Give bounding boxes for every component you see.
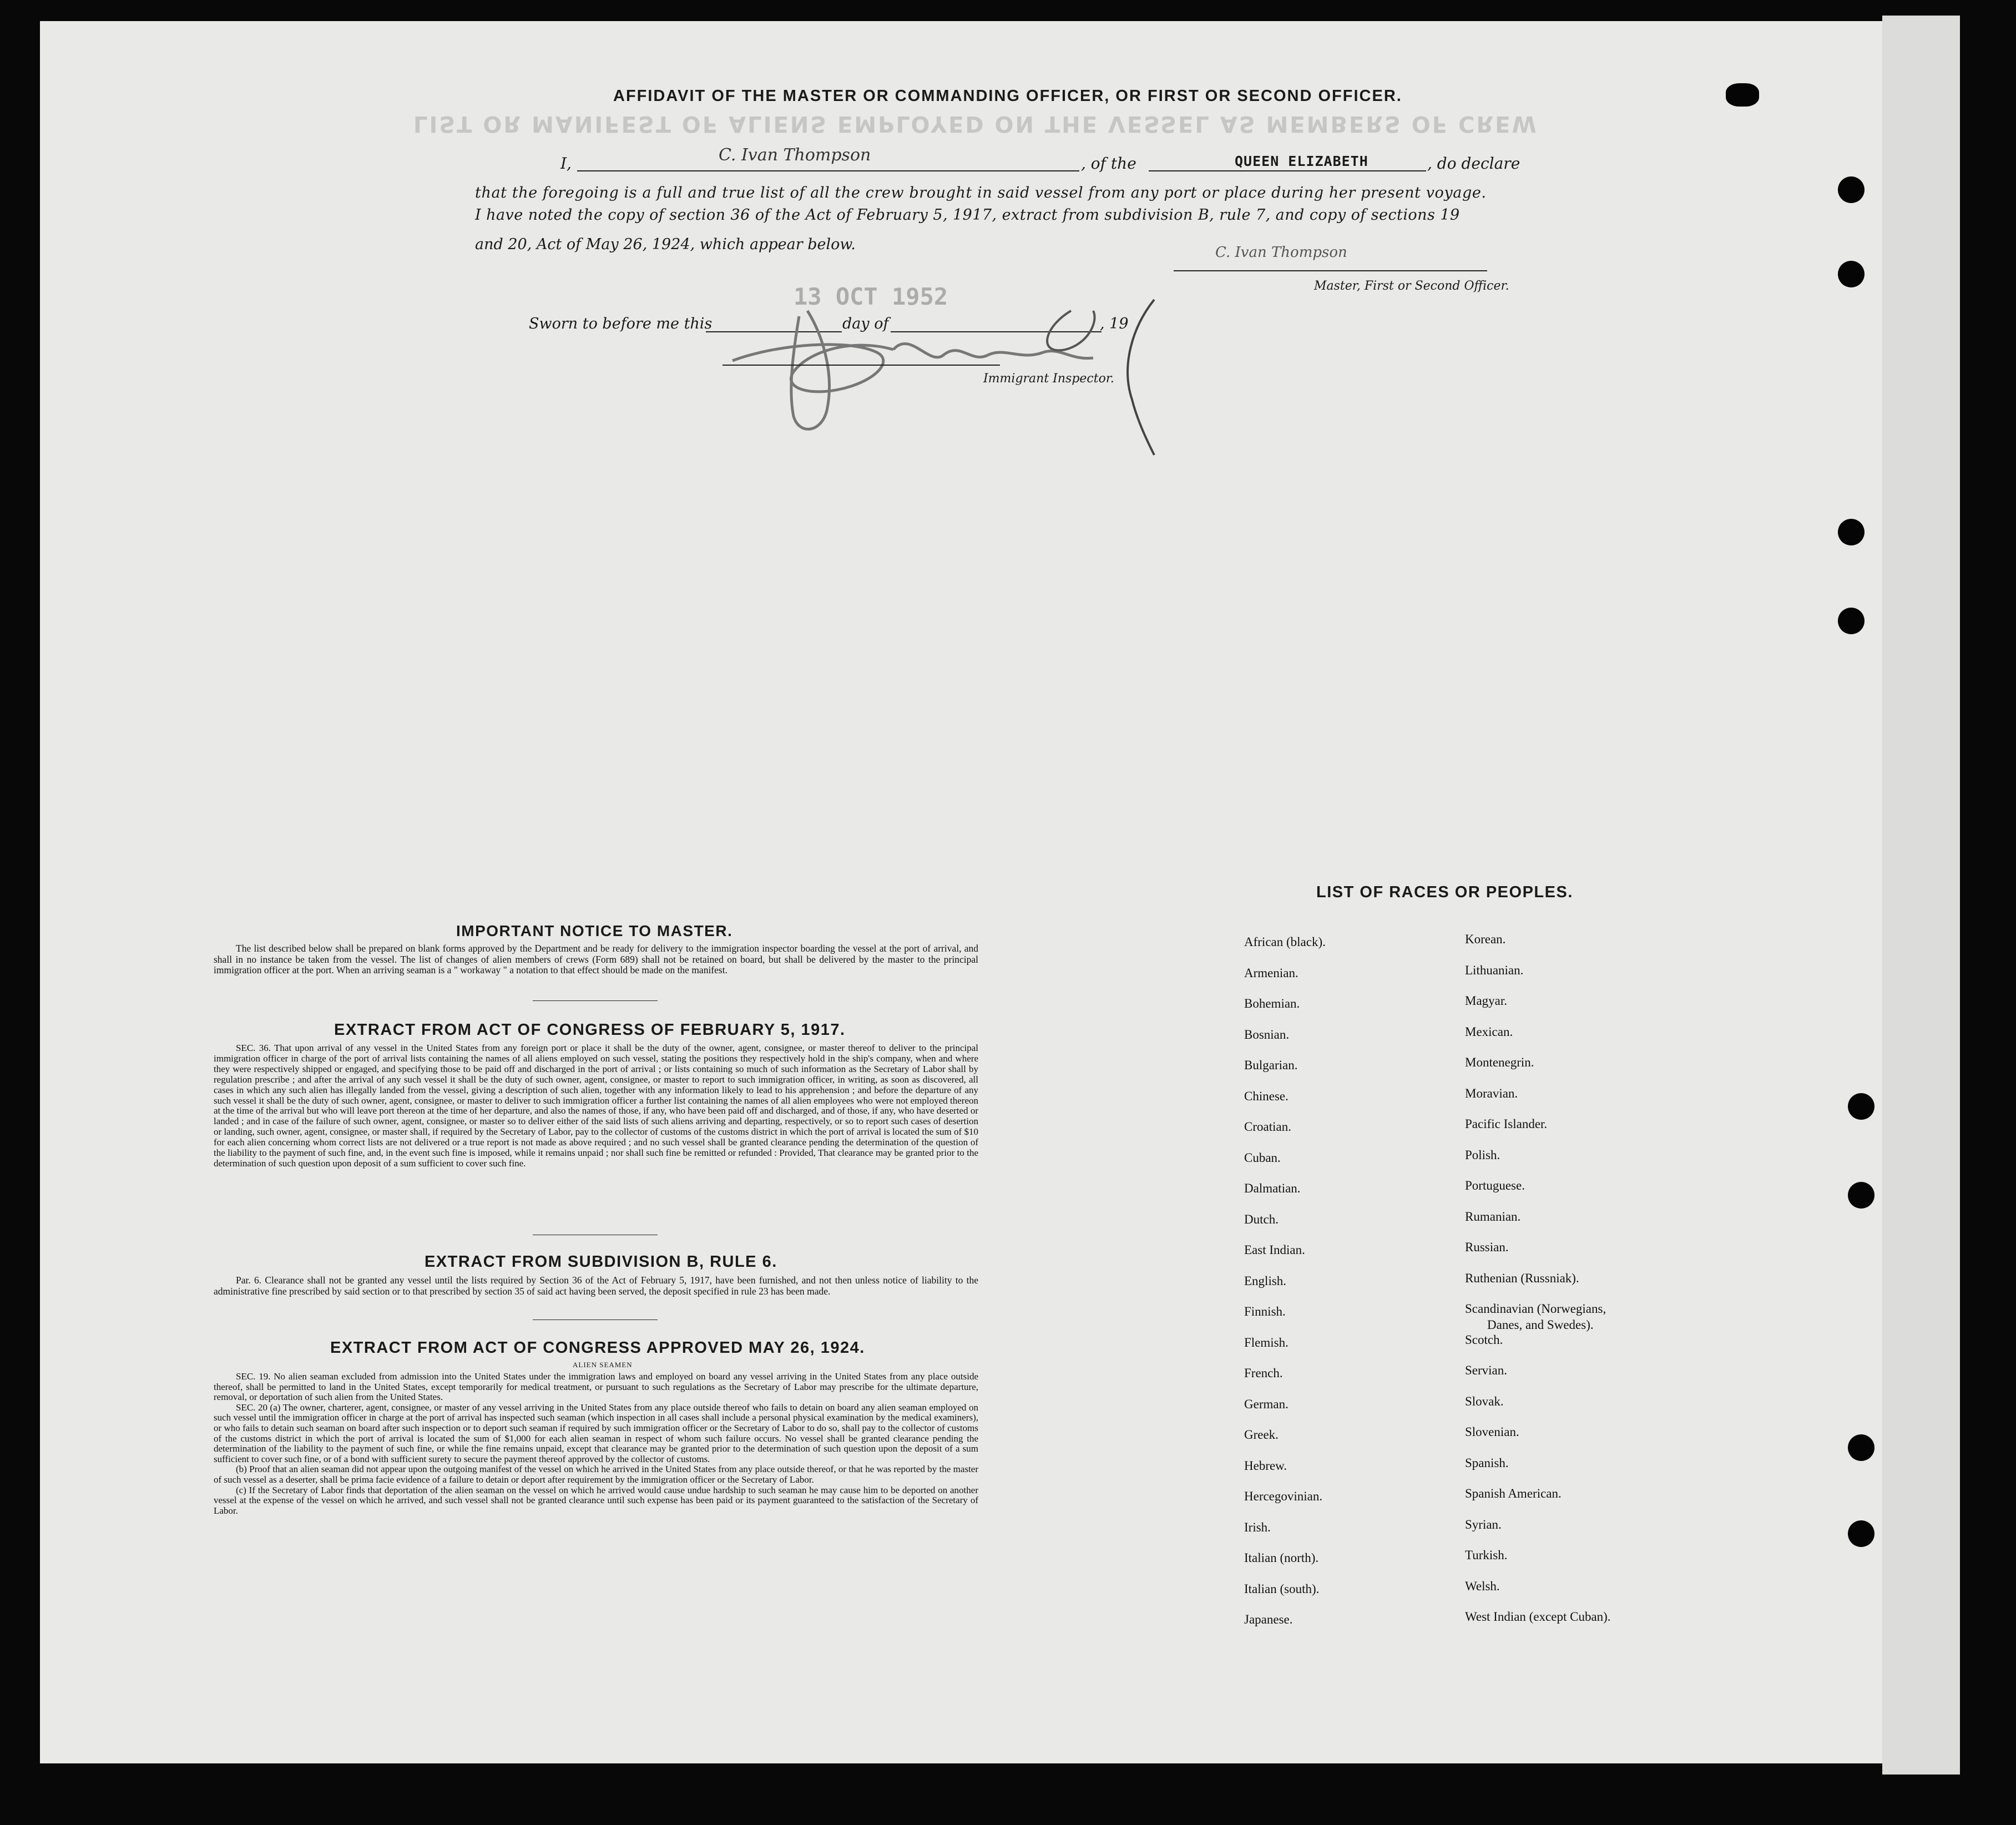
races-title: LIST OF RACES OR PEOPLES. [1316,883,1573,901]
divider [533,1000,658,1001]
race-item: Scandinavian (Norwegians, [1465,1302,1606,1316]
date-stamp: 13 OCT 1952 [794,283,948,310]
year-prefix-label: , 19 [1100,315,1129,332]
race-item: Chinese. [1244,1089,1289,1103]
notice-text [214,943,978,976]
race-item: Montenegrin. [1465,1055,1534,1069]
race-item: Scotch. [1465,1332,1503,1347]
extract-1924-text [214,1372,978,1516]
signer-signature: C. Ivan Thompson [719,145,871,165]
vessel-line [1149,170,1426,171]
race-item: Turkish. [1465,1548,1508,1562]
race-item: Korean. [1465,932,1506,946]
do-declare-label: , do declare [1427,154,1520,173]
race-item: Syrian. [1465,1517,1502,1531]
race-item: Mexican. [1465,1024,1513,1039]
affidavit-line-2: I have noted the copy of section 36 of the Act of February 5, 1917, extract from subdivision B, rule 7, and copy of sections 19 [475,206,1460,224]
race-item: Flemish. [1244,1335,1289,1349]
notice-title: IMPORTANT NOTICE TO MASTER. [456,922,733,939]
master-signature: C. Ivan Thompson [1215,244,1347,261]
race-item: Hercegovinian. [1244,1489,1323,1503]
race-item: Rumanian. [1465,1209,1521,1224]
race-item: Spanish American. [1465,1487,1562,1500]
race-item: Welsh. [1465,1579,1500,1593]
affidavit-heading: AFFIDAVIT OF THE MASTER OR COMMANDING OFFICER, OR FIRST OR SECOND OFFICER. [613,87,1402,105]
punch-hole-icon [1838,261,1865,287]
master-signature-line [1174,270,1487,271]
race-item: Slovak. [1465,1394,1504,1408]
race-item: Spanish. [1465,1455,1509,1470]
race-item: Magyar. [1465,994,1508,1008]
race-item: Bulgarian. [1244,1058,1298,1072]
punch-hole-icon [1838,519,1865,545]
race-item: Portuguese. [1465,1179,1525,1192]
race-item: Servian. [1465,1363,1508,1377]
race-item: Dalmatian. [1244,1181,1301,1195]
rule-6-text [214,1275,978,1297]
of-the-label: , of the [1081,154,1136,173]
extract-1924-title: EXTRACT FROM ACT OF CONGRESS APPROVED MAY 26, 1924. [330,1339,865,1357]
punch-hole-icon [1848,1182,1874,1209]
rule-6-paragraph: Par. 6. Clearance shall not be granted any vessel until the lists required by Section 36 of the Act of February 5, 1917, have been furnished, and not then unless notice of liability to the administrative fine prescribed by said section or to that prescribed by section 35 of said act having been served, the deposit specified in rule 23 has been made. [214,1275,978,1297]
bleed-through-heading: LIST OR MANIFEST OF ALIENS EMPLOYED ON THE VESSEL AS MEMBERS OF CREW [413,111,1538,137]
page-edge [1882,16,1960,1775]
race-item: Moravian. [1465,1086,1518,1100]
race-item: Croatian. [1244,1120,1291,1134]
punch-hole-icon [1838,608,1865,634]
section-20b-paragraph: (b) Proof that an alien seaman did not appear upon the outgoing manifest of the vessel on which he arrived in the United States from any place outside thereof, or that he was reported by the master of such vessel as a deserter, shall be prima facie evidence of a failure to detain or deport after requirement by the immigration officer or the Secretary of Labor. [214,1464,978,1485]
race-item: Polish. [1465,1147,1500,1162]
section-36-paragraph: SEC. 36. That upon arrival of any vessel in the United States from any foreign port or place it shall be the duty of the owner, agent, consignee, or master thereof to deliver to the principal immigration officer in charge of the port of arrival lists containing the names of all aliens employed on such vessel, stating the positions they respectively hold in the ship's company, when and where they were respectively shipped or engaged, and specifying those to be paid off and discharged in the port of arrival ; or lists containing so much of such information as the Secretary of Labor shall by regulation prescribe ; and after the arrival of any such vessel it shall be the duty of such owner, agent, consignee, or master to report to such immigration officer, in writing, as soon as discovered, all cases in which any such alien has illegally landed from the vessel, giving a description of such alien, together with any information likely to lead to his apprehension ; and before the departure of any such vessel it shall be the duty of such owner, agent, consignee, or master to deliver to such immigration officer a further list containing the names of all alien employees who were not employed thereon at the time of the arrival but who will leave port thereon at the time of her departure, and also the names of those, if any, who have been paid off and discharged, and of those, if any, who have deserted or landed ; and in case of the failure of such owner, agent, consignee, or master so to deliver either of the said lists of such aliens arriving and departing, respectively, or so to report such cases of desertion or landing, such owner, agent, consignee, or master shall, if required by the Secretary of Labor, pay to the collector of customs of the customs district in which the port of arrival is located the sum of $10 for each alien concerning whom correct lists are not delivered or a true report is not made as above required ; and no such vessel shall be granted clearance pending the determination of the question of the liability to the payment of such fine, and, in the event such fine is imposed, while it remains unpaid ; nor shall such fine be remitted or refunded : Provided, That clearance may be granted prior to the determination of such question upon deposit of a sum sufficient to cover such fine. [214,1043,978,1169]
race-item: West Indian (except Cuban). [1465,1610,1611,1624]
race-item: Hebrew. [1244,1458,1287,1473]
race-item: Japanese. [1244,1612,1293,1626]
extract-1917-title: EXTRACT FROM ACT OF CONGRESS OF FEBRUARY 5, 1917. [334,1021,846,1039]
notice-paragraph: The list described below shall be prepared on blank forms approved by the Department and be ready for delivery to the immigration inspector boarding the vessel at the port of arrival, and shall in no instance be taken from the vessel. The list of changes of alien members of crews (Form 689) shall not be retained on board, but shall be delivered by the master to the principal immigration officer at the port. When an arriving seaman is a " workaway " a notation to that effect should be made on the manifest. [214,943,978,975]
affidavit-i-label: I, [560,154,572,173]
race-item: Cuban. [1244,1150,1281,1165]
race-item: East Indian. [1244,1243,1305,1257]
punch-hole-icon [1848,1434,1874,1461]
race-item: Russian. [1465,1240,1509,1254]
punch-hole-icon [1848,1520,1874,1547]
affidavit-line-1: that the foregoing is a full and true list of all the crew brought in said vessel from any port or place during her present voyage. [475,184,1487,201]
race-item: German. [1244,1397,1289,1411]
race-item: Bohemian. [1244,997,1300,1010]
punch-hole-icon [1848,1093,1874,1120]
rule-6-title: EXTRACT FROM SUBDIVISION B, RULE 6. [425,1253,777,1271]
section-19-paragraph: SEC. 19. No alien seaman excluded from admission into the United States under the immigration laws and employed on board any vessel arriving in the United States from any place outside thereof, shall be permitted to land in the United States, except temporarily for medical treatment, or pursuant to such regulations as the Secretary of Labor may prescribe for the ultimate departure, removal, or deportation of such alien from the United States. [214,1371,978,1403]
vessel-name-stamp: QUEEN ELIZABETH [1235,153,1368,169]
race-item: Italian (south). [1244,1581,1320,1596]
punch-hole-icon [1726,83,1759,107]
race-item: Lithuanian. [1465,963,1524,977]
master-label: Master, First or Second Officer. [1314,279,1509,293]
race-item: Greek. [1244,1428,1279,1442]
section-20a-paragraph: SEC. 20 (a) The owner, charterer, agent, consignee, or master of any vessel arriving in the United States from any place outside thereof who fails to detain on board any alien seaman employed on such vessel until the immigration officer in charge at the port of arrival has inspected such seaman (which inspection in all cases shall include a personal physical examination by the medical examiners), or who fails to detain such seaman on board after such inspection or to deport such seaman if required by such immigration officer or the Secretary of Labor to do so, shall pay to the collector of customs of the customs district in which the port of arrival is located the sum of $1,000 for each alien seaman in respect of whom such failure occurs. No vessel shall be granted clearance pending the determination of the liability to the payment of such fine, or while the fine remains unpaid, except that clearance may be granted prior to the determination of such question upon the deposit of a sum sufficient to cover such fine, or of a bond with sufficient surety to secure the payment thereof approved by the collector of customs. [214,1402,978,1464]
day-of-label: day of [842,315,889,332]
signer-line [577,170,1079,171]
race-item: English. [1244,1273,1287,1288]
race-item: Danes, and Swedes). [1487,1318,1594,1332]
race-item: Slovenian. [1465,1425,1519,1439]
race-item: Ruthenian (Russniak). [1465,1271,1579,1285]
alien-seamen-subtitle: ALIEN SEAMEN [573,1361,633,1369]
section-20c-paragraph: (c) If the Secretary of Labor finds that deportation of the alien seaman on the vessel on which he arrived would cause undue hardship to such seaman he may cause him to be deported on another vessel at the expense of the vessel on which he arrived, and such vessel shall not be granted clearance until such expense has been paid or its payment guaranteed to the satisfaction of the Secretary of Labor. [214,1484,978,1516]
punch-hole-icon [1838,176,1865,203]
extract-1917-text [214,1043,978,1169]
inspector-signature-icon [710,277,1188,461]
affidavit-line-3: and 20, Act of May 26, 1924, which appear below. [475,236,856,253]
race-item: French. [1244,1366,1283,1380]
race-item: Armenian. [1244,965,1298,980]
inspector-line [722,365,1000,366]
race-item: Irish. [1244,1520,1271,1534]
race-item: Bosnian. [1244,1027,1290,1042]
race-item: Finnish. [1244,1305,1286,1318]
race-item: Pacific Islander. [1465,1117,1548,1131]
inspector-label: Immigrant Inspector. [983,372,1114,386]
race-item: Italian (north). [1244,1551,1319,1565]
race-item: Dutch. [1244,1212,1279,1226]
sworn-label: Sworn to before me this [529,315,713,332]
race-item: African (black). [1244,935,1326,949]
